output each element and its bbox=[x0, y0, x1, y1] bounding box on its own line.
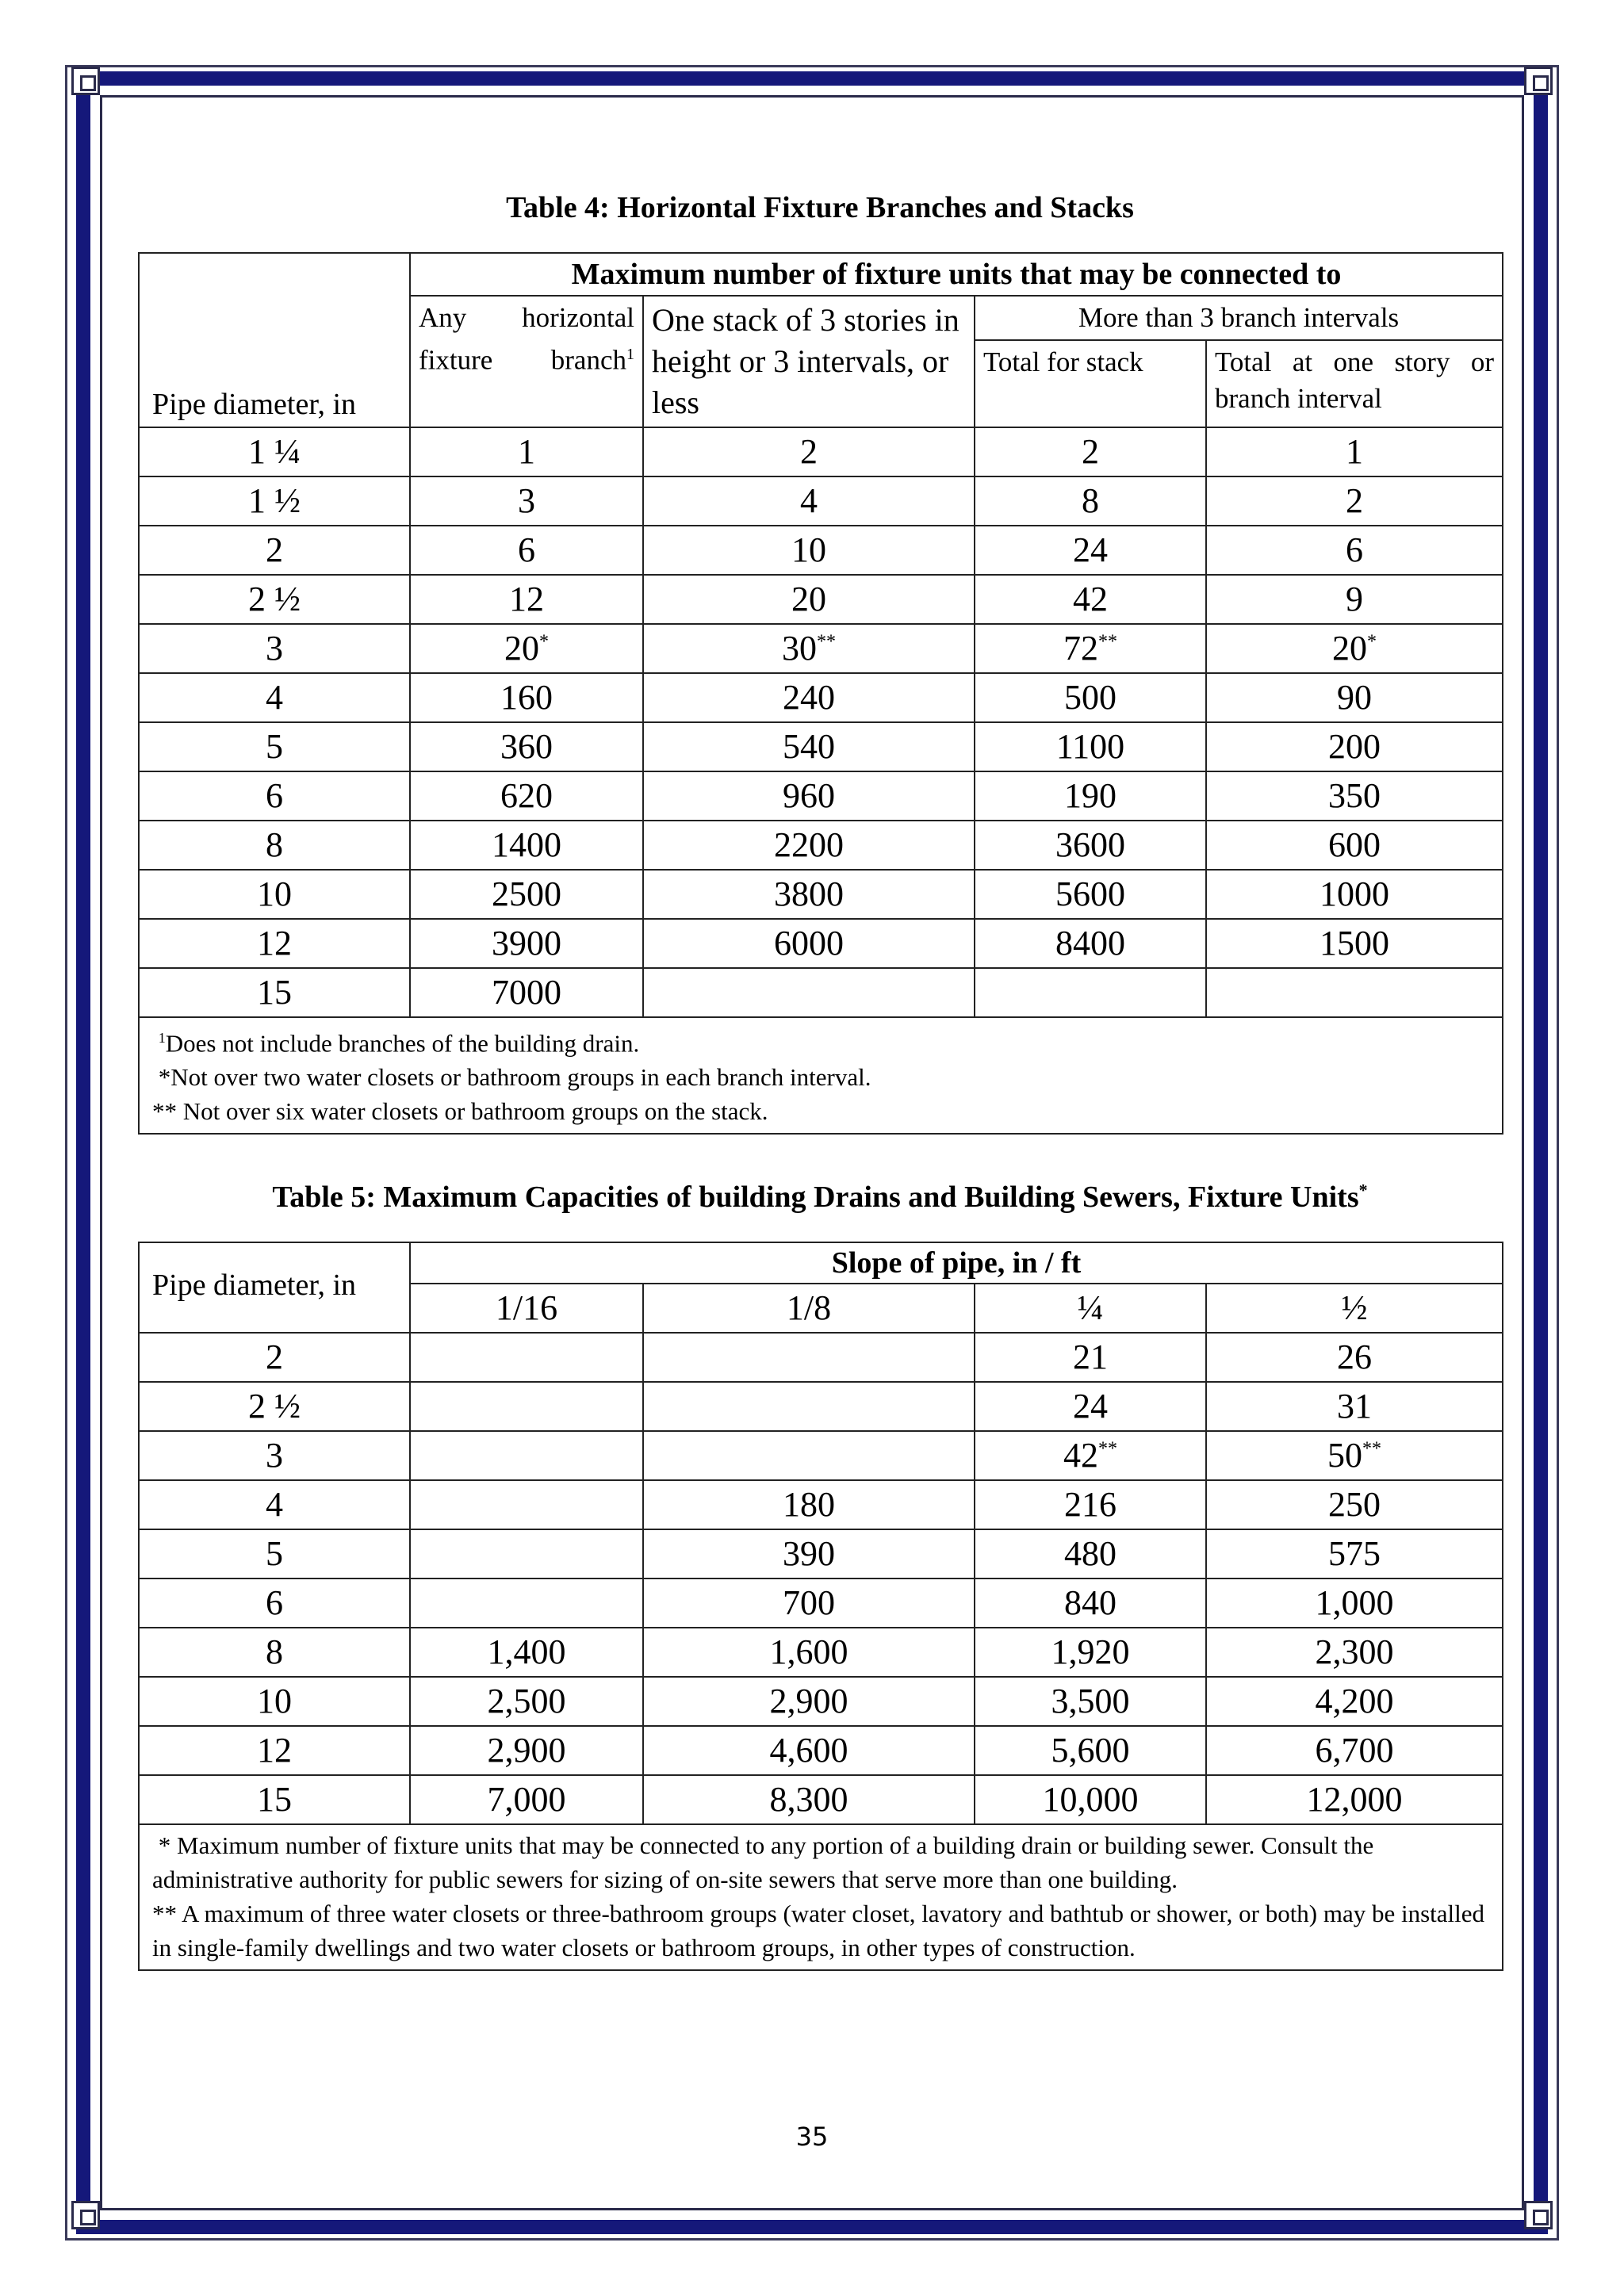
corner-ornament-top-right bbox=[1524, 67, 1553, 95]
table4-cell-any-branch-value: 1400 bbox=[492, 825, 561, 864]
table4-cell-diameter bbox=[139, 919, 410, 968]
table4-cell-one-stack-value: 540 bbox=[783, 727, 835, 766]
table4-cell-one-stack-value: 20 bbox=[791, 580, 826, 618]
table5-slope-1 bbox=[410, 1284, 643, 1333]
table5-cell-diameter-value: 2 bbox=[266, 1337, 283, 1376]
table4-col-one-stack-text: One stack of 3 stories in height or 3 intervals, or less bbox=[652, 302, 959, 420]
table4-cell-total-stack-value: 2 bbox=[1082, 432, 1099, 471]
table4-cell-one-stack bbox=[643, 427, 975, 476]
table5-cell-slope-1-4-value: 5,600 bbox=[1051, 1731, 1130, 1770]
table5-cell-diameter-value: 8 bbox=[266, 1632, 283, 1671]
table5-cell-slope-1-8-value: 700 bbox=[783, 1583, 835, 1622]
table5-slope-header-text: Slope of pipe, in / ft bbox=[831, 1246, 1082, 1280]
table5-slope-label: ¼ bbox=[1077, 1288, 1104, 1327]
table5-cell-slope-1-4 bbox=[975, 1382, 1206, 1431]
table4-cell-one-stack-value: 3800 bbox=[774, 874, 844, 913]
table4-cell-any-branch-value: 6 bbox=[518, 530, 535, 569]
table4-cell-total-stack bbox=[975, 771, 1206, 821]
table5-cell-diameter bbox=[139, 1529, 410, 1578]
table4-col-total-stack-text: Total for stack bbox=[983, 346, 1143, 377]
table4-col-one-stack bbox=[643, 296, 975, 427]
table5-pipe-diameter-header bbox=[139, 1242, 410, 1333]
table5-cell-slope-1-16 bbox=[410, 1628, 643, 1677]
table4-cell-total-stack-value: 24 bbox=[1073, 530, 1108, 569]
table4-cell-total-stack bbox=[975, 673, 1206, 722]
table5-cell-slope-1-2 bbox=[1206, 1431, 1503, 1480]
table4-cell-diameter bbox=[139, 722, 410, 771]
table5-note-2 bbox=[152, 1896, 1489, 1965]
table4-cell-total-story-footnote-mark: * bbox=[1367, 631, 1377, 652]
table5-cell-slope-1-2-value: 1,000 bbox=[1315, 1583, 1394, 1622]
table5-cell-slope-1-2-value: 2,300 bbox=[1315, 1632, 1394, 1671]
table4-cell-total-stack-value: 8400 bbox=[1055, 924, 1125, 962]
table5-cell-slope-1-2 bbox=[1206, 1775, 1503, 1824]
table5-cell-slope-1-2 bbox=[1206, 1578, 1503, 1628]
table4-col-any-branch-text: Any horizontal fixture branch bbox=[419, 302, 634, 376]
table5-cell-slope-1-2 bbox=[1206, 1726, 1503, 1775]
table4-cell-total-story-value: 9 bbox=[1346, 580, 1364, 618]
table4-cell-diameter-value: 8 bbox=[266, 825, 283, 864]
table5 bbox=[138, 1242, 1503, 1971]
table5-cell-diameter bbox=[139, 1431, 410, 1480]
table4-cell-any-branch-value: 360 bbox=[500, 727, 553, 766]
table4-note-3-text: ** Not over six water closets or bathroom groups on the stack. bbox=[152, 1097, 768, 1126]
table4-cell-total-stack bbox=[975, 526, 1206, 575]
table5-cell-diameter-value: 15 bbox=[257, 1780, 292, 1819]
table4-cell-total-stack-value: 42 bbox=[1073, 580, 1108, 618]
table4-cell-diameter-value: 1 ½ bbox=[248, 481, 301, 520]
table5-cell-slope-1-2-value: 575 bbox=[1328, 1534, 1381, 1573]
table4-row bbox=[139, 821, 1503, 870]
table5-cell-slope-1-4 bbox=[975, 1529, 1206, 1578]
table5-cell-slope-1-2 bbox=[1206, 1677, 1503, 1726]
table5-cell-slope-1-8 bbox=[643, 1677, 975, 1726]
table4-cell-any-branch bbox=[410, 870, 643, 919]
table5-cell-slope-1-16 bbox=[410, 1480, 643, 1529]
table4-cell-total-stack-value: 5600 bbox=[1055, 874, 1125, 913]
table5-cell-slope-1-8 bbox=[643, 1628, 975, 1677]
table5-cell-slope-1-4 bbox=[975, 1677, 1206, 1726]
table5-cell-slope-1-4 bbox=[975, 1726, 1206, 1775]
table4-title-text: Table 4: Horizontal Fixture Branches and Stacks bbox=[506, 191, 1134, 224]
table4-cell-any-branch bbox=[410, 968, 643, 1017]
table4-cell-one-stack bbox=[643, 624, 975, 673]
table5-cell-slope-1-2 bbox=[1206, 1628, 1503, 1677]
table5-note-1 bbox=[152, 1828, 1489, 1896]
table4-cell-diameter bbox=[139, 526, 410, 575]
table5-cell-slope-1-8 bbox=[643, 1529, 975, 1578]
table5-cell-diameter-value: 5 bbox=[266, 1534, 283, 1573]
table5-cell-slope-1-8-value: 2,900 bbox=[769, 1682, 848, 1720]
table4-cell-total-story bbox=[1206, 427, 1503, 476]
table5-cell-slope-1-8 bbox=[643, 1431, 975, 1480]
table4-cell-diameter bbox=[139, 575, 410, 624]
table5-notes bbox=[139, 1824, 1503, 1970]
table4-cell-total-story-value: 600 bbox=[1328, 825, 1381, 864]
table4-cell-one-stack-footnote-mark: ** bbox=[817, 631, 836, 652]
table4-cell-one-stack bbox=[643, 722, 975, 771]
table5-cell-slope-1-2-value: 26 bbox=[1337, 1337, 1373, 1376]
table4-cell-any-branch-value: 12 bbox=[509, 580, 544, 618]
table5-cell-slope-1-2-value: 31 bbox=[1337, 1387, 1373, 1425]
table4-cell-one-stack bbox=[643, 821, 975, 870]
table4-cell-any-branch bbox=[410, 771, 643, 821]
table4-cell-any-branch bbox=[410, 476, 643, 526]
table5-cell-slope-1-16 bbox=[410, 1726, 643, 1775]
table4-cell-any-branch-value: 160 bbox=[500, 678, 553, 717]
table4-cell-one-stack-value: 2 bbox=[800, 432, 818, 471]
table4-cell-one-stack bbox=[643, 476, 975, 526]
table5-cell-slope-1-8 bbox=[643, 1480, 975, 1529]
table4-notes bbox=[139, 1017, 1503, 1134]
table5-cell-slope-1-4 bbox=[975, 1333, 1206, 1382]
table5-note-2-text: ** A maximum of three water closets or three-bathroom groups (water closet, lavatory and bathtub or shower, or both) may be installed in single-family dwellings and two water closets or bathroom groups, in other types of construction. bbox=[152, 1900, 1485, 1961]
table5-cell-slope-1-8 bbox=[643, 1382, 975, 1431]
table4-row bbox=[139, 722, 1503, 771]
table4-cell-any-branch bbox=[410, 526, 643, 575]
table4-cell-total-story bbox=[1206, 968, 1503, 1017]
table4-row bbox=[139, 427, 1503, 476]
table5-cell-slope-1-8-value: 8,300 bbox=[769, 1780, 848, 1819]
table4-col-total-story-text: Total at one story or branch interval bbox=[1215, 346, 1495, 414]
table5-cell-slope-1-4 bbox=[975, 1431, 1206, 1480]
table4-cell-one-stack-value: 10 bbox=[791, 530, 826, 569]
table4-cell-any-branch bbox=[410, 821, 643, 870]
table5-cell-slope-1-4-value: 10,000 bbox=[1042, 1780, 1139, 1819]
table5-cell-diameter bbox=[139, 1333, 410, 1382]
table4-cell-any-branch-footnote-mark: * bbox=[539, 631, 549, 652]
table5-title bbox=[138, 1180, 1502, 1215]
table5-cell-diameter bbox=[139, 1726, 410, 1775]
table5-cell-slope-1-16-value: 2,500 bbox=[487, 1682, 566, 1720]
table5-cell-slope-1-8 bbox=[643, 1333, 975, 1382]
table5-cell-slope-1-4 bbox=[975, 1628, 1206, 1677]
table4-cell-total-story bbox=[1206, 722, 1503, 771]
table5-row bbox=[139, 1628, 1503, 1677]
table4-cell-total-stack bbox=[975, 624, 1206, 673]
table4-cell-one-stack bbox=[643, 919, 975, 968]
table4-row bbox=[139, 575, 1503, 624]
table4-cell-total-story-value: 1500 bbox=[1320, 924, 1390, 962]
table4-cell-one-stack-value: 2200 bbox=[774, 825, 844, 864]
table4-cell-diameter-value: 15 bbox=[257, 973, 292, 1012]
table4-cell-total-stack bbox=[975, 968, 1206, 1017]
table5-cell-diameter-value: 6 bbox=[266, 1583, 283, 1622]
table4-pipe-diameter-header bbox=[139, 253, 410, 427]
table4-cell-diameter bbox=[139, 870, 410, 919]
table5-cell-slope-1-16-value: 1,400 bbox=[487, 1632, 566, 1671]
table5-slope-label: 1/16 bbox=[495, 1288, 558, 1327]
table4-cell-diameter bbox=[139, 476, 410, 526]
table4-cell-any-branch-value: 2500 bbox=[492, 874, 561, 913]
table4-cell-diameter-value: 5 bbox=[266, 727, 283, 766]
table5-slope-2 bbox=[643, 1284, 975, 1333]
table4-cell-any-branch-value: 3900 bbox=[492, 924, 561, 962]
table5-row bbox=[139, 1431, 1503, 1480]
table4-note-2-text: *Not over two water closets or bathroom groups in each branch interval. bbox=[158, 1063, 871, 1092]
table4-cell-one-stack-value: 30 bbox=[782, 629, 817, 668]
table5-cell-slope-1-4 bbox=[975, 1480, 1206, 1529]
table5-cell-diameter-value: 10 bbox=[257, 1682, 292, 1720]
table4-col-more-than-text: More than 3 branch intervals bbox=[1078, 302, 1400, 333]
table4-cell-one-stack bbox=[643, 526, 975, 575]
table5-cell-slope-1-8-value: 180 bbox=[783, 1485, 835, 1524]
table4-note-1-sup: 1 bbox=[158, 1030, 166, 1046]
table5-row bbox=[139, 1382, 1503, 1431]
table4-cell-any-branch bbox=[410, 427, 643, 476]
table5-cell-slope-1-2-value: 250 bbox=[1328, 1485, 1381, 1524]
table5-slope-label: ½ bbox=[1341, 1288, 1368, 1327]
table4-cell-total-stack-value: 500 bbox=[1064, 678, 1116, 717]
table4-cell-total-story bbox=[1206, 575, 1503, 624]
corner-ornament-bottom-right bbox=[1524, 2201, 1553, 2229]
table4-cell-diameter bbox=[139, 771, 410, 821]
table5-row bbox=[139, 1333, 1503, 1382]
table4-cell-diameter-value: 3 bbox=[266, 629, 283, 668]
table4-cell-diameter bbox=[139, 821, 410, 870]
table5-cell-slope-1-2-value: 50 bbox=[1327, 1436, 1363, 1475]
table4-cell-any-branch-value: 20 bbox=[504, 629, 539, 668]
table5-cell-diameter-value: 3 bbox=[266, 1436, 283, 1475]
table5-cell-diameter bbox=[139, 1628, 410, 1677]
table4-row bbox=[139, 919, 1503, 968]
table5-cell-slope-1-4-value: 3,500 bbox=[1051, 1682, 1130, 1720]
table5-cell-slope-1-16 bbox=[410, 1529, 643, 1578]
table4-cell-any-branch bbox=[410, 624, 643, 673]
table4-row bbox=[139, 673, 1503, 722]
table5-row bbox=[139, 1529, 1503, 1578]
table4-cell-one-stack-value: 960 bbox=[783, 776, 835, 815]
table4-cell-one-stack bbox=[643, 771, 975, 821]
table4-cell-total-story bbox=[1206, 821, 1503, 870]
table4-cell-diameter-value: 1 ¼ bbox=[248, 432, 301, 471]
table4-col-total-story bbox=[1206, 340, 1503, 427]
table5-cell-slope-1-16 bbox=[410, 1677, 643, 1726]
table4-row bbox=[139, 968, 1503, 1017]
table4-cell-total-story-value: 20 bbox=[1332, 629, 1368, 668]
table4-cell-one-stack bbox=[643, 870, 975, 919]
table5-cell-slope-1-2 bbox=[1206, 1382, 1503, 1431]
table5-note-1-text: * Maximum number of fixture units that may be connected to any portion of a building drain or building sewer. Consult the administrative authority for public sewers for sizing of on-site sewers that serve more than one building. bbox=[152, 1831, 1374, 1893]
table4-cell-one-stack-value: 240 bbox=[783, 678, 835, 717]
table4-cell-any-branch-value: 1 bbox=[518, 432, 535, 471]
table4-cell-total-story-value: 90 bbox=[1337, 678, 1373, 717]
table4-cell-total-stack bbox=[975, 870, 1206, 919]
table4-cell-diameter-value: 6 bbox=[266, 776, 283, 815]
table4-cell-total-stack bbox=[975, 821, 1206, 870]
table4-cell-total-story-value: 1 bbox=[1346, 432, 1364, 471]
table5-slope-4 bbox=[1206, 1284, 1503, 1333]
table4-cell-one-stack bbox=[643, 575, 975, 624]
corner-ornament-bottom-left bbox=[71, 2201, 100, 2229]
page-number bbox=[0, 2122, 1624, 2152]
table5-slope-3 bbox=[975, 1284, 1206, 1333]
table5-cell-diameter-value: 4 bbox=[266, 1485, 283, 1524]
table5-cell-diameter-value: 2 ½ bbox=[248, 1387, 301, 1425]
table5-cell-slope-1-16 bbox=[410, 1333, 643, 1382]
table5-cell-slope-1-8-value: 4,600 bbox=[769, 1731, 848, 1770]
table5-pipe-header-text: Pipe diameter, in bbox=[152, 1269, 357, 1302]
table5-cell-slope-1-4-value: 480 bbox=[1064, 1534, 1116, 1573]
table4-cell-total-story-value: 350 bbox=[1328, 776, 1381, 815]
table5-cell-slope-1-4-value: 216 bbox=[1064, 1485, 1116, 1524]
table5-slope-header bbox=[410, 1242, 1503, 1284]
table4-cell-total-stack-footnote-mark: ** bbox=[1098, 631, 1117, 652]
table5-cell-slope-1-4-value: 1,920 bbox=[1051, 1632, 1130, 1671]
table4-main-header bbox=[410, 253, 1503, 296]
table4-cell-any-branch-value: 620 bbox=[500, 776, 553, 815]
table4-cell-total-story bbox=[1206, 771, 1503, 821]
table4-cell-one-stack-value: 4 bbox=[800, 481, 818, 520]
table5-row bbox=[139, 1677, 1503, 1726]
table4-cell-total-stack bbox=[975, 427, 1206, 476]
table5-cell-slope-1-2 bbox=[1206, 1333, 1503, 1382]
table4-cell-diameter-value: 2 ½ bbox=[248, 580, 301, 618]
table5-row bbox=[139, 1726, 1503, 1775]
table5-title-text: Table 5: Maximum Capacities of building Drains and Building Sewers, Fixture Units bbox=[272, 1181, 1359, 1214]
table5-cell-slope-1-16 bbox=[410, 1431, 643, 1480]
table4-cell-total-stack bbox=[975, 722, 1206, 771]
table4-cell-total-story-value: 6 bbox=[1346, 530, 1364, 569]
table4-cell-any-branch-value: 7000 bbox=[492, 973, 561, 1012]
table5-cell-slope-1-4-value: 42 bbox=[1063, 1436, 1098, 1475]
table4-cell-diameter bbox=[139, 673, 410, 722]
table4-cell-one-stack-value: 6000 bbox=[774, 924, 844, 962]
table5-cell-diameter bbox=[139, 1382, 410, 1431]
table4-cell-total-stack-value: 190 bbox=[1064, 776, 1116, 815]
table4-pipe-header-text: Pipe diameter, in bbox=[152, 388, 357, 421]
table4-cell-total-story-value: 2 bbox=[1346, 481, 1364, 520]
table4-note-2 bbox=[152, 1060, 1489, 1094]
table4-title bbox=[138, 190, 1502, 225]
table4-cell-total-stack-value: 1100 bbox=[1055, 727, 1125, 766]
table4-cell-diameter bbox=[139, 968, 410, 1017]
table5-cell-slope-1-4-footnote-mark: ** bbox=[1098, 1438, 1117, 1460]
table4-cell-any-branch bbox=[410, 575, 643, 624]
table4-note-3 bbox=[152, 1094, 1489, 1128]
table4-cell-diameter-value: 2 bbox=[266, 530, 283, 569]
table5-cell-diameter bbox=[139, 1677, 410, 1726]
table4-cell-total-stack-value: 72 bbox=[1063, 629, 1098, 668]
table5-cell-diameter-value: 12 bbox=[257, 1731, 292, 1770]
table5-cell-diameter bbox=[139, 1480, 410, 1529]
table5-body bbox=[139, 1333, 1503, 1824]
table4-cell-total-stack-value: 8 bbox=[1082, 481, 1099, 520]
table4-cell-total-story-value: 1000 bbox=[1320, 874, 1390, 913]
table4-cell-any-branch bbox=[410, 722, 643, 771]
table4-col-any-branch-sup: 1 bbox=[626, 346, 634, 363]
table5-cell-slope-1-2-footnote-mark: ** bbox=[1362, 1438, 1382, 1460]
table5-cell-slope-1-8 bbox=[643, 1726, 975, 1775]
table4-cell-diameter bbox=[139, 624, 410, 673]
table4-cell-total-story-value: 200 bbox=[1328, 727, 1381, 766]
page-number-text: 35 bbox=[795, 2122, 829, 2152]
table5-cell-slope-1-16 bbox=[410, 1382, 643, 1431]
table4-cell-total-story bbox=[1206, 870, 1503, 919]
table4-cell-total-stack bbox=[975, 575, 1206, 624]
table4-cell-total-stack bbox=[975, 919, 1206, 968]
table5-cell-diameter bbox=[139, 1775, 410, 1824]
table5-cell-slope-1-4-value: 21 bbox=[1073, 1337, 1108, 1376]
table5-row bbox=[139, 1578, 1503, 1628]
table4-cell-diameter-value: 12 bbox=[257, 924, 292, 962]
table5-title-sup: * bbox=[1358, 1180, 1368, 1200]
table5-row bbox=[139, 1775, 1503, 1824]
table4-cell-total-story bbox=[1206, 673, 1503, 722]
table4-row bbox=[139, 624, 1503, 673]
table5-cell-slope-1-4-value: 840 bbox=[1064, 1583, 1116, 1622]
table4-cell-diameter-value: 10 bbox=[257, 874, 292, 913]
corner-ornament-top-left bbox=[71, 67, 100, 95]
table5-cell-slope-1-2 bbox=[1206, 1529, 1503, 1578]
table4-col-total-stack bbox=[975, 340, 1206, 427]
table4-cell-total-story bbox=[1206, 476, 1503, 526]
table4-cell-total-stack bbox=[975, 476, 1206, 526]
table4-cell-any-branch-value: 3 bbox=[518, 481, 535, 520]
table4-cell-any-branch bbox=[410, 919, 643, 968]
table4-cell-one-stack bbox=[643, 673, 975, 722]
table4-cell-diameter bbox=[139, 427, 410, 476]
table5-cell-slope-1-16 bbox=[410, 1578, 643, 1628]
table4-row bbox=[139, 870, 1503, 919]
table5-cell-slope-1-16 bbox=[410, 1775, 643, 1824]
table5-cell-slope-1-4 bbox=[975, 1775, 1206, 1824]
table4-note-1 bbox=[152, 1021, 1489, 1060]
table5-cell-slope-1-8-value: 390 bbox=[783, 1534, 835, 1573]
table5-cell-slope-1-16-value: 2,900 bbox=[487, 1731, 566, 1770]
table4-cell-total-story bbox=[1206, 624, 1503, 673]
table5-cell-slope-1-8 bbox=[643, 1578, 975, 1628]
table5-slope-label: 1/8 bbox=[786, 1288, 832, 1327]
table5-cell-slope-1-8-value: 1,600 bbox=[769, 1632, 848, 1671]
table4-cell-any-branch bbox=[410, 673, 643, 722]
table5-cell-slope-1-16-value: 7,000 bbox=[487, 1780, 566, 1819]
table5-cell-slope-1-2 bbox=[1206, 1480, 1503, 1529]
table5-cell-slope-1-4 bbox=[975, 1578, 1206, 1628]
table4-row bbox=[139, 771, 1503, 821]
table4-col-more-than bbox=[975, 296, 1503, 340]
table4-cell-total-story bbox=[1206, 526, 1503, 575]
table5-cell-slope-1-4-value: 24 bbox=[1073, 1387, 1108, 1425]
table5-cell-slope-1-2-value: 12,000 bbox=[1306, 1780, 1403, 1819]
table5-cell-slope-1-2-value: 6,700 bbox=[1315, 1731, 1394, 1770]
table4-main-header-text: Maximum number of fixture units that may be connected to bbox=[571, 258, 1342, 291]
table5-cell-slope-1-2-value: 4,200 bbox=[1315, 1682, 1394, 1720]
table4-cell-total-stack-value: 3600 bbox=[1055, 825, 1125, 864]
table4-cell-one-stack bbox=[643, 968, 975, 1017]
table4 bbox=[138, 252, 1503, 1135]
table4-body bbox=[139, 427, 1503, 1017]
table4-row bbox=[139, 526, 1503, 575]
table5-cell-diameter bbox=[139, 1578, 410, 1628]
table4-note-1-text: Does not include branches of the building drain. bbox=[165, 1029, 640, 1058]
table4-col-any-branch bbox=[410, 296, 643, 427]
table4-row bbox=[139, 476, 1503, 526]
table4-cell-total-story bbox=[1206, 919, 1503, 968]
table5-cell-slope-1-8 bbox=[643, 1775, 975, 1824]
table5-row bbox=[139, 1480, 1503, 1529]
table4-cell-diameter-value: 4 bbox=[266, 678, 283, 717]
